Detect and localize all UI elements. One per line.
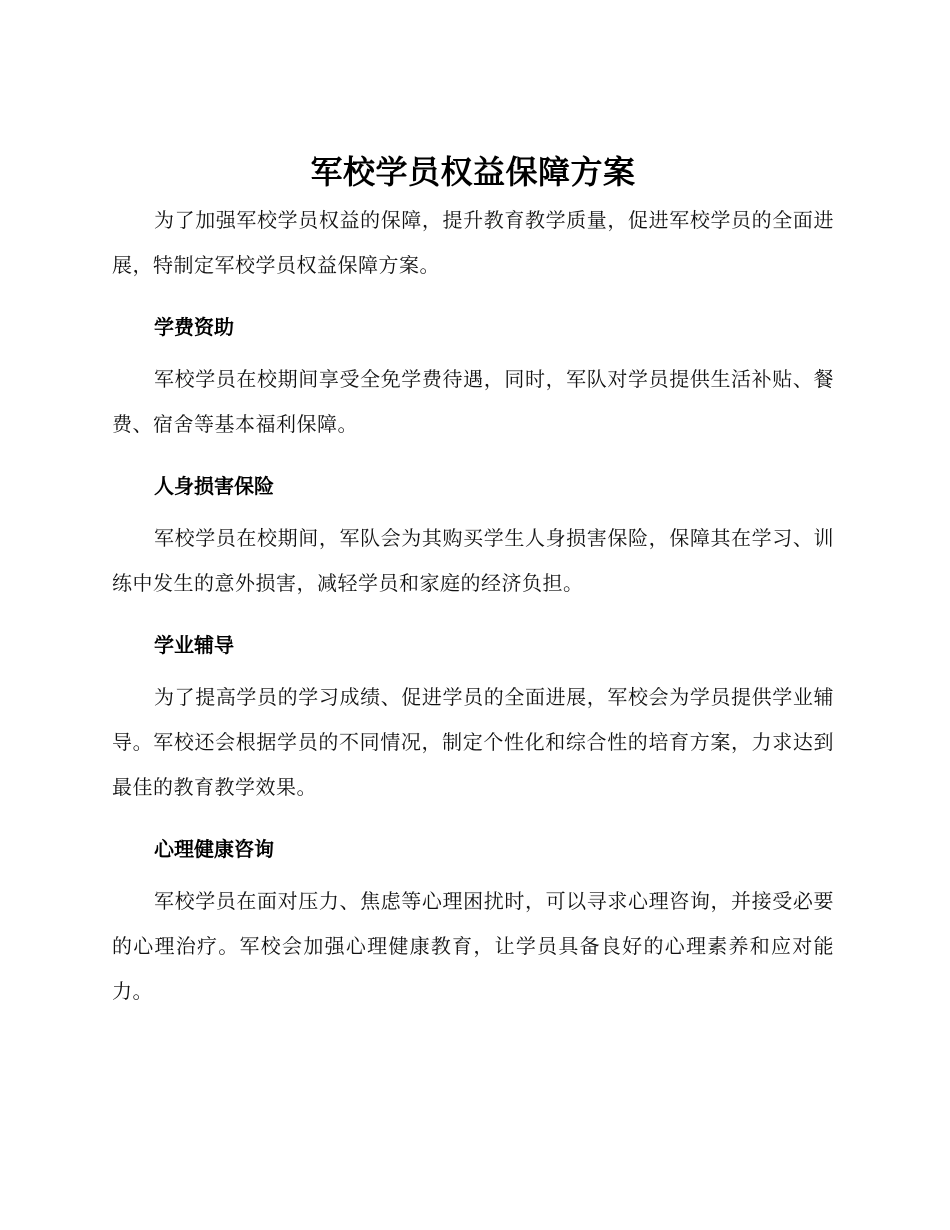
section-body: 军校学员在校期间，军队会为其购买学生人身损害保险，保障其在学习、训练中发生的意外损害，减轻学员和家庭的经济负担。 — [112, 526, 834, 595]
document-title: 军校学员权益保障方案 — [310, 153, 636, 191]
section-heading: 心理健康咨询 — [154, 837, 274, 861]
section-tuition-aid — [112, 314, 834, 447]
section-body: 军校学员在校期间享受全免学费待遇，同时，军队对学员提供生活补贴、餐费、宿舍等基本福利保障。 — [112, 367, 834, 436]
section-mental-health — [112, 836, 834, 1014]
section-heading: 学费资助 — [154, 315, 234, 339]
document-content — [112, 146, 834, 1014]
intro-paragraph: 为了加强军校学员权益的保障，提升教育教学质量，促进军校学员的全面进展，特制定军校学员权益保障方案。 — [112, 208, 834, 277]
section-body: 军校学员在面对压力、焦虑等心理困扰时，可以寻求心理咨询，并接受必要的心理治疗。军校会加强心理健康教育，让学员具备良好的心理素养和应对能力。 — [112, 889, 834, 1003]
section-academic-tutoring — [112, 632, 834, 810]
section-body: 为了提高学员的学习成绩、促进学员的全面进展，军校会为学员提供学业辅导。军校还会根据学员的不同情况，制定个性化和综合性的培育方案，力求达到最佳的教育教学效果。 — [112, 685, 834, 799]
section-heading: 人身损害保险 — [154, 474, 274, 498]
section-injury-insurance — [112, 473, 834, 606]
section-heading: 学业辅导 — [154, 633, 234, 657]
